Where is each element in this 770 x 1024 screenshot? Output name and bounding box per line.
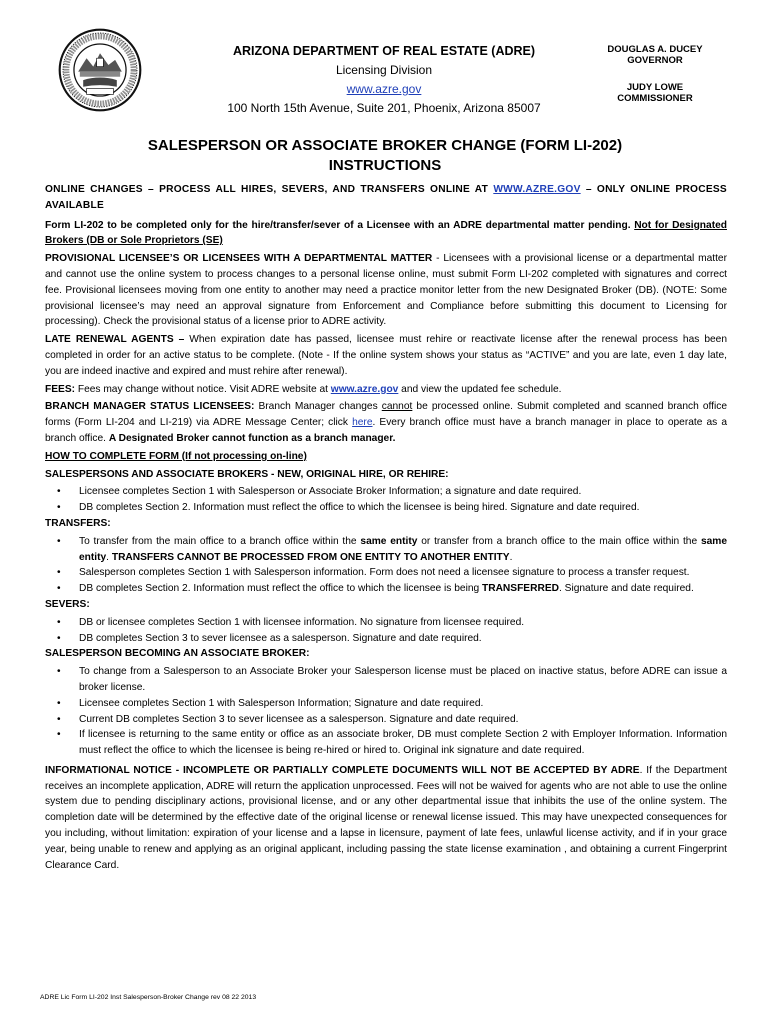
branch-manager-section: BRANCH MANAGER STATUS LICENSEES: Branch Manager changes cannot be processed online. Submit completed and scanned branch office forms (Form LI-204 and LI-219) via ADRE Message Center; click here. Every branch office must have a branch manager in place to operate as a branch office. A Designated Broker cannot function as a branch manager. — [45, 401, 727, 444]
online-link[interactable]: WWW.AZRE.GOV — [493, 184, 581, 195]
list-item: • DB completes Section 3 to sever licensee as a salesperson. Signature and date required. — [45, 631, 727, 647]
assoc-broker-heading: SALESPERSON BECOMING AN ASSOCIATE BROKER: — [45, 648, 310, 660]
list-item: • To transfer from the main office to a branch office within the same entity or transfer from a branch office to the main office within the same entity. TRANSFERS CANNOT BE PROCESSED FROM ONE ENTITY TO ANOTHER ENTITY. — [45, 534, 727, 566]
hires-heading: SALESPERSONS AND ASSOCIATE BROKERS - NEW, ORIGINAL HIRE, OR REHIRE: — [45, 468, 449, 480]
notice-heading: INFORMATIONAL NOTICE - INCOMPLETE OR PARTIALLY COMPLETE DOCUMENTS WILL NOT BE ACCEPTED BY ADRE — [45, 764, 640, 776]
instructions-body — [45, 182, 727, 875]
title-line-1: SALESPERSON OR ASSOCIATE BROKER CHANGE (FORM LI-202) — [147, 137, 623, 154]
governor-title: GOVERNOR — [627, 55, 683, 66]
agency-address: 100 North 15th Avenue, Suite 201, Phoenix, Arizona 85007 — [227, 101, 541, 115]
form-usage-note: Form LI-202 to be completed only for the hire/transfer/sever of a Licensee with an ADRE departmental matter pending. Not for Designated Brokers (DB or Sole Proprietors (SE) — [45, 219, 727, 247]
late-renewal-heading: LATE RENEWAL AGENTS – — [45, 334, 185, 346]
online-changes-notice: ONLINE CHANGES – PROCESS ALL HIRES, SEVERS, AND TRANSFERS ONLINE AT WWW.AZRE.GOV – ONLY ONLINE PROCESS AVAILABLE — [45, 184, 727, 211]
list-item: • Licensee completes Section 1 with Salesperson Information; Signature and date required. — [45, 696, 727, 712]
transfers-heading: TRANSFERS: — [45, 517, 111, 529]
provisional-section: PROVISIONAL LICENSEE’S OR LICENSEES WITH A DEPARTMENTAL MATTER - Licensees with a provisional license or a departmental matter and cannot use the online system to process changes to a personal license online, must submit Form LI-202 completed with signatures and correct fee. Provisional licensees moving from one entity to another may need a practice monitor letter from the new Designated Broker (DB). (NOTE: Some provisional licensee’s may need an approval signature from Enforcement and Compliance before submitting this document to Licensing for processing). Check the provisional status of a license prior to ADRE activity. — [45, 253, 727, 328]
hires-list — [45, 484, 727, 516]
transfers-list — [45, 534, 727, 597]
provisional-heading: PROVISIONAL LICENSEE’S OR LICENSEES WITH A DEPARTMENTAL MATTER — [45, 253, 433, 265]
late-renewal-section: LATE RENEWAL AGENTS – When expiration date has passed, licensee must rehire or reactivate license after the renewal process has been completed in order for an active status to be complete. (Note - If the online system shows your status as “ACTIVE” and you are late, even 1 day late, you are indeed inactive and expired and must rehire after renewal). — [45, 334, 727, 377]
message-center-here-link[interactable]: here — [352, 417, 373, 429]
title-line-2: INSTRUCTIONS — [328, 157, 442, 174]
list-item: • DB completes Section 2. Information must reflect the office to which the licensee is being hired. Signature and date required. — [45, 500, 727, 516]
assoc-broker-list — [45, 664, 727, 759]
division-name: Licensing Division — [335, 63, 433, 77]
list-item: • DB completes Section 2. Information must reflect the office to which the licensee is being TRANSFERRED. Signature and date required. — [45, 581, 727, 597]
arizona-state-seal-icon — [58, 28, 142, 112]
informational-notice: INFORMATIONAL NOTICE - INCOMPLETE OR PARTIALLY COMPLETE DOCUMENTS WILL NOT BE ACCEPTED BY ADRE. If the Department receives an incomplete application, ADRE will return the application unprocessed. Fees will not be waived for agents who are not able to use the online system due to pending disciplinary actions, provisional license, and or any other departmental issue that inhibits the use of the online system. The completion date will be determined by the effective date of the original license or renewal license issued. This may have unexpected consequences for you including, without limitation: expiration of your license and a lapse in licensure, payment of late fees, unlawful license activity, and if in your grace year, being unable to renew and applying as an original applicant, including passing the state license examination , and obtaining a current Fingerprint Clearance Card. — [45, 764, 728, 871]
fees-heading: FEES: — [45, 383, 76, 395]
list-item: • To change from a Salesperson to an Associate Broker your Salesperson license must be placed on inactive status, before ADRE can issue a broker license. — [45, 664, 727, 696]
list-item: • Current DB completes Section 3 to sever licensee as a salesperson. Signature and date required. — [45, 712, 727, 728]
list-item: • DB or licensee completes Section 1 with licensee information. No signature from licensee required. — [45, 615, 727, 631]
form-footer: ADRE Lic Form LI-202 Inst Salesperson-Broker Change rev 08 22 2013 — [40, 994, 257, 1001]
list-item: • Licensee completes Section 1 with Salesperson or Associate Broker Information; a signature and date required. — [45, 484, 727, 500]
agency-header — [200, 42, 568, 118]
severs-list — [45, 615, 727, 647]
fees-section: FEES: Fees may change without notice. Visit ADRE website at www.azre.gov and view the updated fee schedule. — [45, 383, 562, 395]
how-to-heading: HOW TO COMPLETE FORM (If not processing on-line) — [45, 450, 307, 462]
commissioner-name: JUDY LOWE — [626, 82, 684, 93]
agency-name: ARIZONA DEPARTMENT OF REAL ESTATE (ADRE) — [232, 44, 536, 58]
list-item: • Salesperson completes Section 1 with Salesperson information. Form does not need a licensee signature to process a transfer request. — [45, 565, 727, 581]
document-title — [0, 136, 770, 176]
officials-block — [585, 44, 725, 104]
list-item: • If licensee is returning to the same entity or office as an associate broker, DB must complete Section 2 with Employer Information. Information must reflect the office to which the licensee is being re-hired or hired to. Original ink signature and date required. — [45, 727, 727, 759]
governor-name: DOUGLAS A. DUCEY — [607, 44, 703, 55]
website-link[interactable]: www.azre.gov — [346, 82, 422, 96]
fees-website-link[interactable]: www.azre.gov — [330, 383, 399, 395]
commissioner-title: COMMISSIONER — [617, 93, 693, 104]
branch-manager-heading: BRANCH MANAGER STATUS LICENSEES: — [45, 401, 255, 413]
severs-heading: SEVERS: — [45, 598, 90, 610]
